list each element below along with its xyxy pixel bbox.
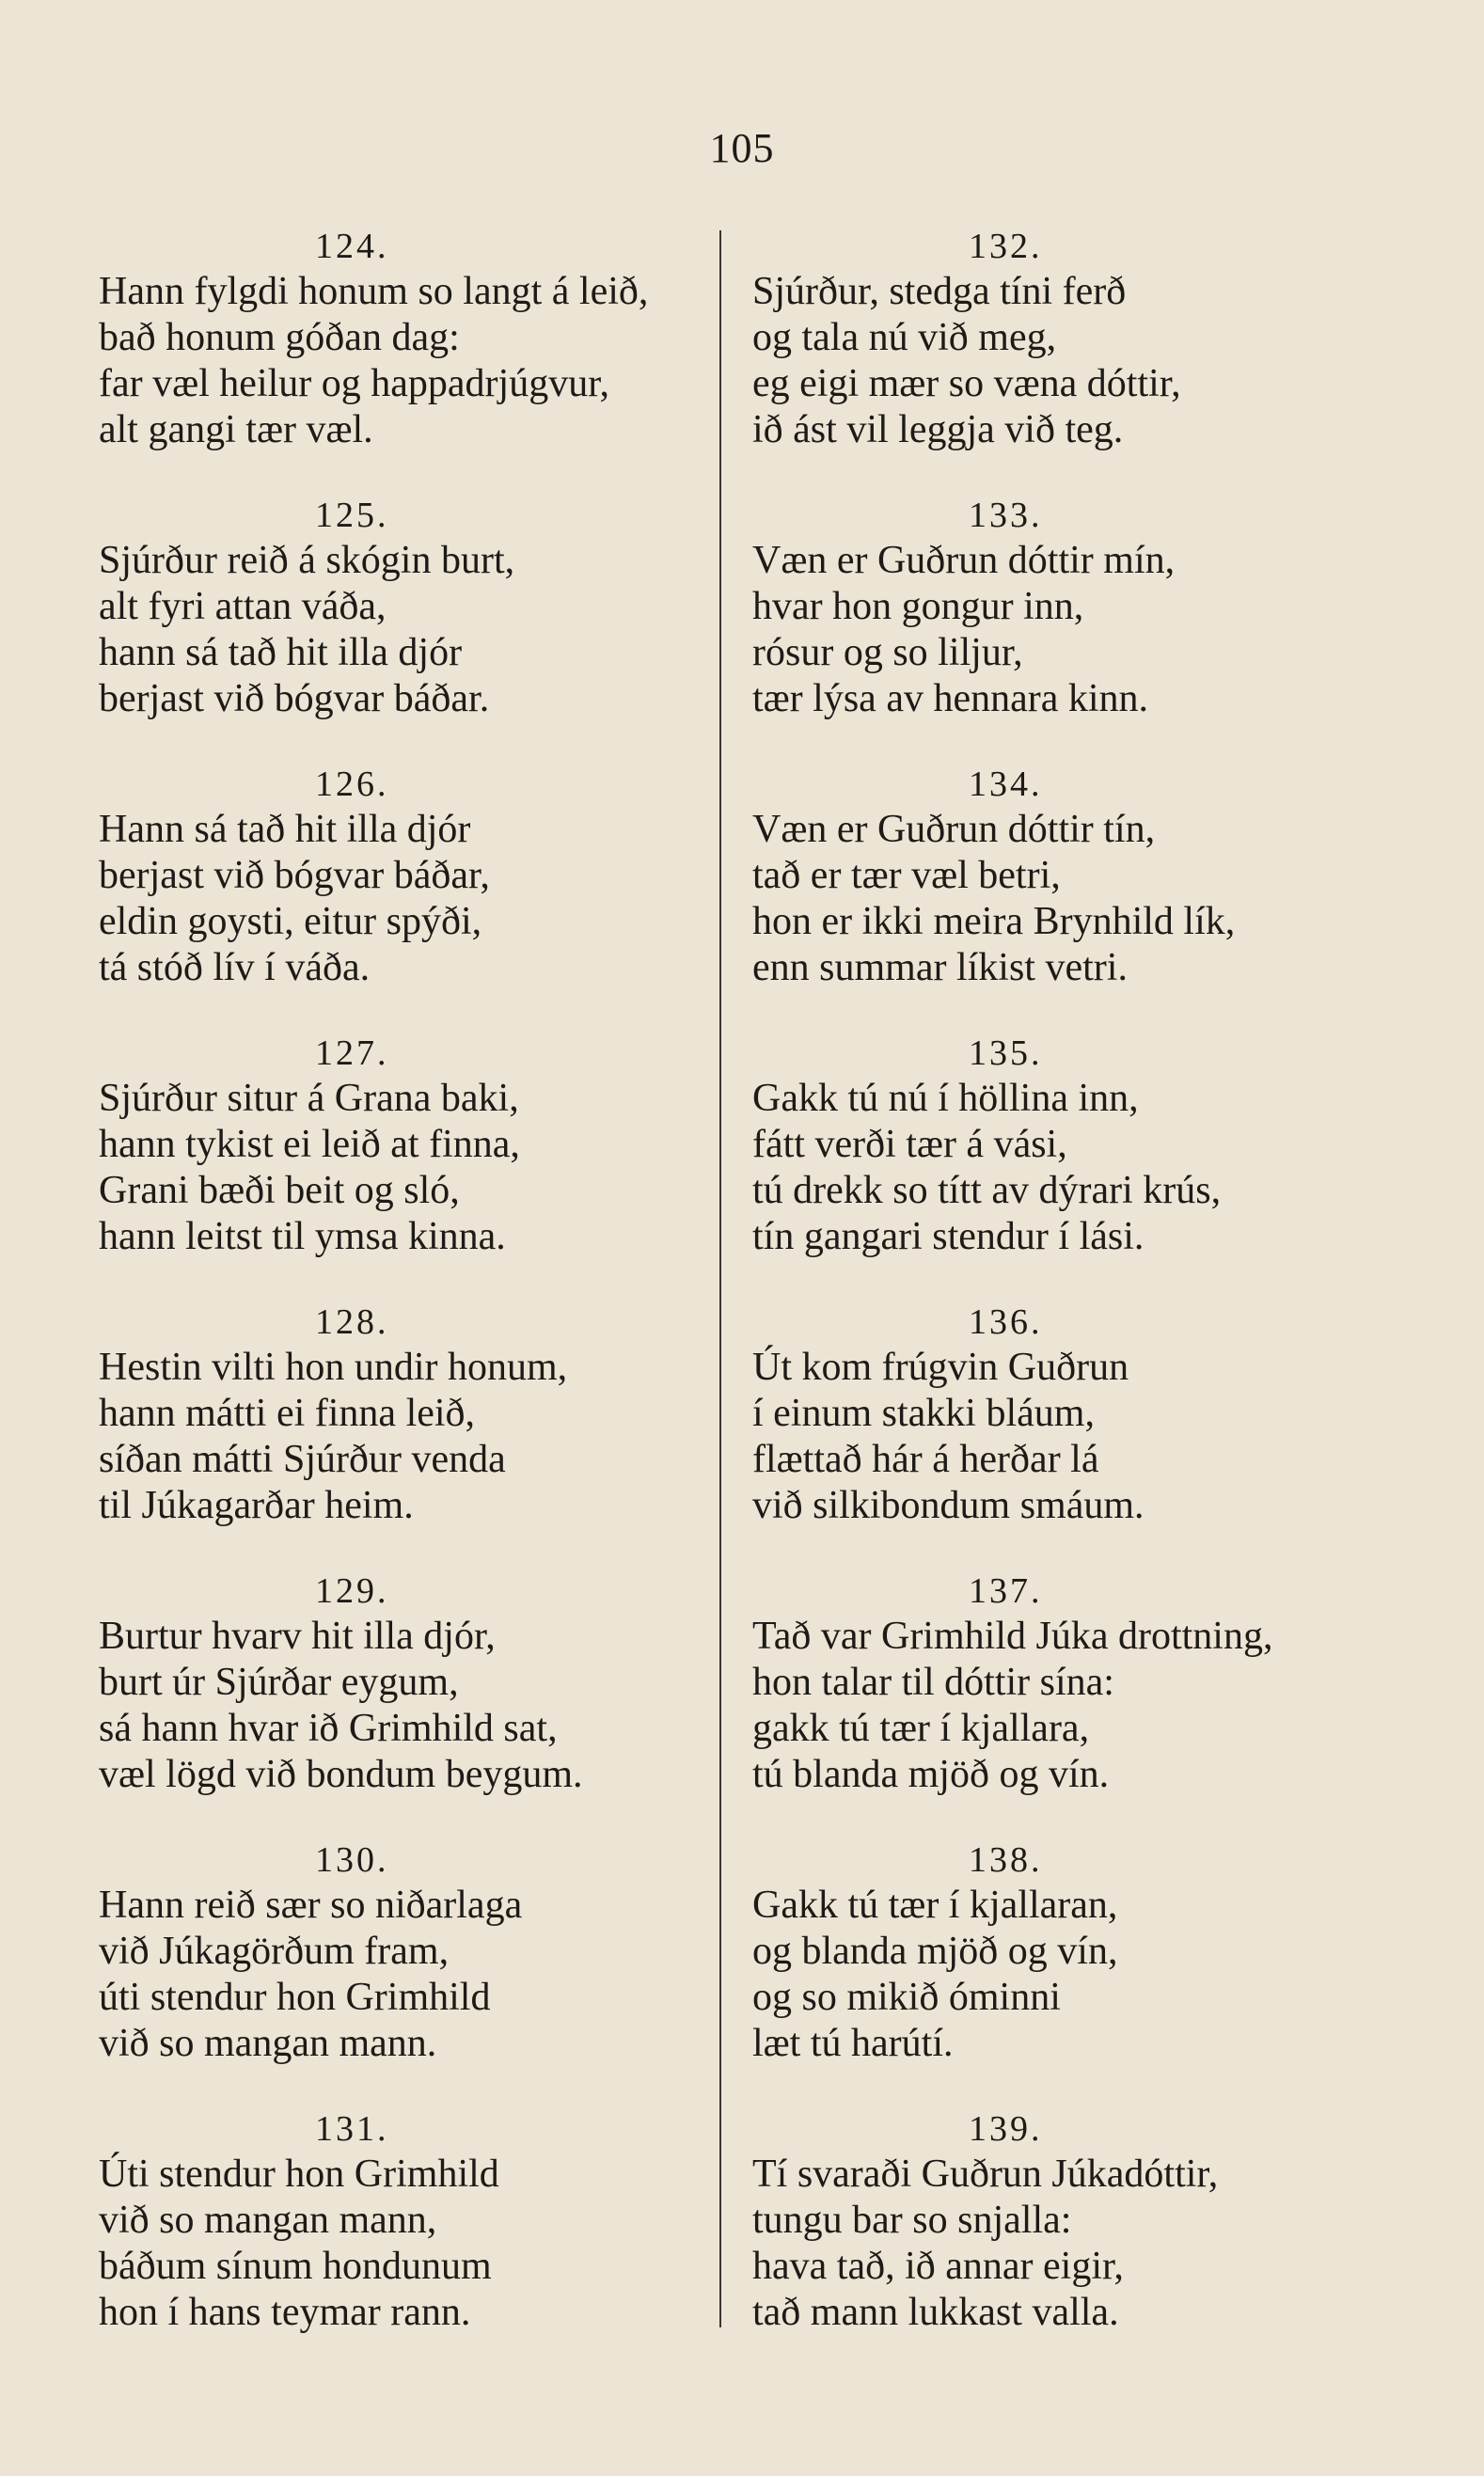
verse-line: hava tað, ið annar eigir, (752, 2245, 1124, 2288)
stanza-number: 130. (315, 1840, 389, 1880)
verse-line: burt úr Sjúrðar eygum, (99, 1661, 459, 1704)
verse-line: við Júkagörðum fram, (99, 1930, 450, 1973)
verse-line: tað er tær væl betri, (752, 854, 1061, 897)
verse-line: hon í hans teymar rann. (99, 2291, 471, 2334)
verse-line: tungu bar so snjalla: (752, 2199, 1072, 2242)
verse-line: við so mangan mann. (99, 2022, 437, 2065)
verse-line: far væl heilur og happadrjúgvur, (99, 362, 610, 405)
stanza-number: 136. (969, 1302, 1043, 1342)
verse-line: gakk tú tær í kjallara, (752, 1707, 1090, 1750)
verse-line: Tað var Grimhild Júka drottning, (752, 1615, 1273, 1658)
verse-line: væl lögd við bondum beygum. (99, 1753, 583, 1796)
stanza-number: 124. (315, 227, 389, 266)
verse-line: við so mangan mann, (99, 2199, 437, 2242)
verse-line: Sjúrður situr á Grana baki, (99, 1077, 519, 1120)
verse-line: hvar hon gongur inn, (752, 585, 1084, 628)
verse-line: læt tú harútí. (752, 2022, 954, 2065)
verse-line: alt gangi tær væl. (99, 408, 373, 451)
verse-line: tú blanda mjöð og vín. (752, 1753, 1110, 1796)
verse-line: berjast við bógvar báðar, (99, 854, 490, 897)
verse-line: hann tykist ei leið at finna, (99, 1123, 520, 1166)
verse-line: berjast við bógvar báðar. (99, 677, 490, 720)
verse-line: enn summar líkist vetri. (752, 946, 1128, 989)
verse-line: sá hann hvar ið Grimhild sat, (99, 1707, 558, 1750)
verse-line: tín gangari stendur í lási. (752, 1215, 1145, 1258)
verse-line: ið ást vil leggja við teg. (752, 408, 1124, 451)
verse-line: flættað hár á herðar lá (752, 1438, 1099, 1481)
verse-line: Sjúrður reið á skógin burt, (99, 539, 515, 582)
stanza (752, 1837, 1354, 2106)
verse-line: báðum sínum hondunum (99, 2245, 492, 2288)
stanza (99, 1300, 710, 1569)
left-column (99, 224, 710, 2375)
verse-line: tú drekk so títt av dýrari krús, (752, 1169, 1222, 1212)
verse-line: eg eigi mær so væna dóttir, (752, 362, 1181, 405)
stanza (752, 493, 1354, 762)
right-column (752, 224, 1354, 2375)
stanza-number: 126. (315, 765, 389, 804)
verse-line: fátt verði tær á vási, (752, 1123, 1067, 1166)
stanza-number: 129. (315, 1571, 389, 1611)
verse-line: og tala nú við meg, (752, 316, 1057, 359)
verse-line: rósur og so liljur, (752, 631, 1023, 674)
verse-line: Væn er Guðrun dóttir tín, (752, 808, 1156, 851)
stanza (752, 1569, 1354, 1837)
verse-line: við silkibondum smáum. (752, 1484, 1145, 1527)
verse-line: Hestin vilti hon undir honum, (99, 1346, 568, 1389)
stanza-number: 132. (969, 227, 1043, 266)
stanza (99, 1837, 710, 2106)
stanza-number: 134. (969, 765, 1043, 804)
verse-line: og so mikið óminni (752, 1976, 1061, 2019)
stanza-number: 125. (315, 496, 389, 535)
stanza (99, 762, 710, 1031)
verse-line: í einum stakki bláum, (752, 1392, 1095, 1435)
stanza (752, 2106, 1354, 2375)
verse-line: Hann reið sær so niðarlaga (99, 1884, 523, 1927)
verse-line: tá stóð lív í váða. (99, 946, 371, 989)
stanza (99, 2106, 710, 2375)
stanza-number: 137. (969, 1571, 1043, 1611)
stanza (99, 224, 710, 493)
verse-line: Gakk tú nú í höllina inn, (752, 1077, 1139, 1120)
verse-line: Sjúrður, stedga tíni ferð (752, 270, 1127, 313)
verse-line: hon talar til dóttir sína: (752, 1661, 1114, 1704)
verse-line: hann mátti ei finna leið, (99, 1392, 476, 1435)
stanza-number: 135. (969, 1033, 1043, 1073)
verse-line: bað honum góðan dag: (99, 316, 460, 359)
stanza (752, 1300, 1354, 1569)
stanza-number: 138. (969, 1840, 1043, 1880)
stanza (752, 762, 1354, 1031)
stanza (752, 1031, 1354, 1300)
verse-line: hann sá tað hit illa djór (99, 631, 463, 674)
verse-line: Burtur hvarv hit illa djór, (99, 1615, 496, 1658)
verse-line: hon er ikki meira Brynhild lík, (752, 900, 1236, 943)
verse-line: hann leitst til ymsa kinna. (99, 1215, 506, 1258)
verse-line: alt fyri attan váða, (99, 585, 387, 628)
stanza-number: 133. (969, 496, 1043, 535)
stanza-number: 131. (315, 2109, 389, 2149)
verse-line: Hann fylgdi honum so langt á leið, (99, 270, 649, 313)
verse-line: Hann sá tað hit illa djór (99, 808, 471, 851)
verse-line: og blanda mjöð og vín, (752, 1930, 1118, 1973)
verse-line: úti stendur hon Grimhild (99, 1976, 491, 2019)
verse-line: Gakk tú tær í kjallaran, (752, 1884, 1118, 1927)
verse-line: Út kom frúgvin Guðrun (752, 1346, 1129, 1389)
verse-line: tær lýsa av hennara kinn. (752, 677, 1149, 720)
stanza-number: 139. (969, 2109, 1043, 2149)
column-divider (719, 230, 721, 2327)
stanza-number: 127. (315, 1033, 389, 1073)
page-number: 105 (709, 125, 775, 171)
verse-line: Grani bæði beit og sló, (99, 1169, 460, 1212)
verse-line: eldin goysti, eitur spýði, (99, 900, 482, 943)
stanza (99, 1569, 710, 1837)
stanza (99, 493, 710, 762)
stanza (752, 224, 1354, 493)
verse-line: tað mann lukkast valla. (752, 2291, 1119, 2334)
stanza-number: 128. (315, 1302, 389, 1342)
verse-line: Úti stendur hon Grimhild (99, 2153, 499, 2196)
verse-line: Tí svaraði Guðrun Júkadóttir, (752, 2153, 1219, 2196)
verse-line: til Júkagarðar heim. (99, 1484, 414, 1527)
stanza (99, 1031, 710, 1300)
verse-line: Væn er Guðrun dóttir mín, (752, 539, 1176, 582)
verse-line: síðan mátti Sjúrður venda (99, 1438, 506, 1481)
